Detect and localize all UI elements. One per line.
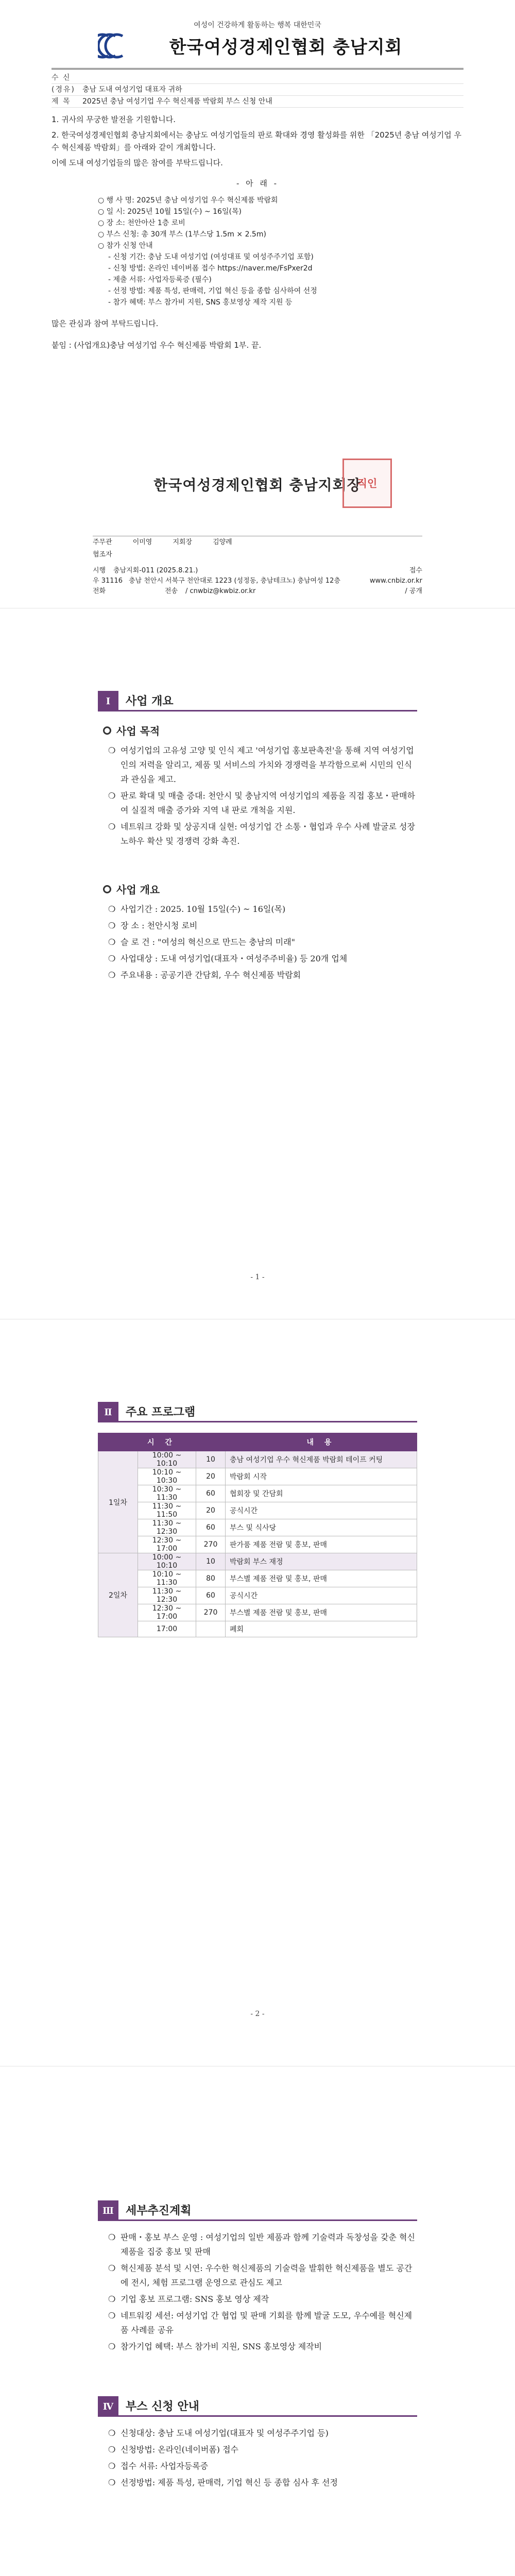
table-row: 10:30 ~ 11:30 60 협회장 및 간담회 xyxy=(98,1485,417,1502)
list-item: ❍ 장 소 : 천안시청 로비 xyxy=(108,921,198,930)
list-item: ❍ 슬 로 건 : "여성의 혁신으로 만드는 충남의 미래" xyxy=(108,937,296,947)
section-page-1 xyxy=(0,608,515,1319)
section-number: Ⅲ xyxy=(98,2200,118,2221)
receiver-row: 수 신 xyxy=(52,72,464,84)
day-cell: 1일차 xyxy=(98,1451,138,1553)
event-details xyxy=(98,195,464,308)
detail-item: ○ 부스 신청: 총 30개 부스 (1부스당 1.5m × 2.5m) xyxy=(98,230,266,239)
section-title: 사업 개요 xyxy=(118,691,417,711)
subsection-heading: 사업 목적 xyxy=(103,723,160,738)
letterhead xyxy=(88,14,427,61)
circle-bullet-icon xyxy=(103,885,111,893)
list-item: ❍ 네트워킹 세션: 여성기업 간 협업 및 판매 기회를 함께 발굴 도모, 우수예를 혁신제품 사례를 공유 xyxy=(108,2311,413,2335)
letter-body xyxy=(52,113,464,354)
list-item: ❍ 사업대상 : 도내 여성기업(대표자・여성주주비율) 등 20개 업체 xyxy=(108,954,348,963)
list-item: ❍ 사업기간 : 2025. 10월 15일(수) ~ 16일(목) xyxy=(108,904,286,914)
detail-item: ○ 장 소: 천안아산 1층 로비 xyxy=(98,219,185,227)
table-row: 1일차 10:00 ~ 10:10 10 충남 여성기업 우수 혁신제품 박람회 테이프 커팅 xyxy=(98,1451,417,1468)
table-row: 10:10 ~ 10:30 20 박람회 시작 xyxy=(98,1468,417,1485)
application-list xyxy=(108,2426,417,2492)
table-row: 12:30 ~ 17:00 270 부스별 제품 전람 및 홍보, 판매 xyxy=(98,1604,417,1621)
detail-item: ○ 일 시: 2025년 10월 15일(수) ~ 16일(목) xyxy=(98,208,242,216)
column-header: 내 용 xyxy=(226,1433,417,1451)
section-number: Ⅳ xyxy=(98,2396,118,2417)
association-logo-icon xyxy=(98,32,131,60)
paragraph: 2. 한국여성경제인협회 충남지회에서는 충남도 여성기업들의 판로 확대와 경영 활성화를 위한 「2025년 충남 여성기업 우수 혁신제품 박람회」를 아래와 같이 개최합니다. xyxy=(52,130,462,152)
detail-sub: - 신청 방법: 온라인 네이버폼 접수 https://naver.me/FsPxer2d xyxy=(108,264,313,273)
list-item: ❍ 참가기업 혜택: 부스 참가비 지원, SNS 홍보영상 제작비 xyxy=(108,2342,322,2351)
closing: 많은 관심과 참여 부탁드립니다. xyxy=(52,319,159,328)
approver-role: 지회장 xyxy=(173,538,193,546)
detail-sub: - 제출 서류: 사업자등록증 (필수) xyxy=(108,276,212,284)
approval-line xyxy=(93,536,422,561)
table-row: 11:30 ~ 12:30 60 공식시간 xyxy=(98,1587,417,1604)
table-row: 17:00 폐회 xyxy=(98,1621,417,1637)
approver-name: 이미영 xyxy=(132,538,152,546)
doc-meta xyxy=(52,72,464,108)
section-header xyxy=(98,2200,417,2221)
header-divider xyxy=(52,68,464,70)
section-title: 부스 신청 안내 xyxy=(118,2396,417,2417)
sender-title: 한국여성경제인협회 충남지회장 xyxy=(153,477,362,494)
center-mark: - 아 래 - xyxy=(236,179,279,188)
slogan: 여성이 건강하게 활동하는 행복 대한민국 xyxy=(194,21,321,29)
subject-row: 제 목 2025년 충남 여성기업 우수 혁신제품 박람회 부스 신청 안내 xyxy=(52,96,464,108)
list-item: ❍ 접수 서류: 사업자등록증 xyxy=(108,2461,209,2471)
contact-info: 시행 충남지회-011 (2025.8.21.) 접수 우 31116 충남 천안시 서북구 천안대로 1223 (성정동, 충남테크노) 충남여성 12층 www.cnbiz.or.kr 전화 전송 / cnwbiz@kwbiz.or.kr / 공개 xyxy=(93,567,422,595)
table-row: 11:30 ~ 12:30 60 부스 및 식사당 xyxy=(98,1519,417,1536)
detail-sub: - 참가 혜택: 부스 참가비 지원, SNS 홍보영상 제작 지원 등 xyxy=(108,298,293,307)
section-page-2 xyxy=(0,1319,515,2066)
list-item: ❍ 주요내용 : 공공기관 간담회, 우수 혁신제품 박람회 xyxy=(108,970,301,980)
day-cell: 2일차 xyxy=(98,1553,138,1637)
list-item: ❍ 신청방법: 온라인(네이버폼) 접수 xyxy=(108,2445,238,2454)
table-row: 2일차 10:00 ~ 10:10 10 박람회 부스 재정 xyxy=(98,1553,417,1570)
detail-sub: - 선정 방법: 제품 특성, 판매력, 기업 혁신 등을 종합 심사하여 선정 xyxy=(108,287,317,295)
list-item: ❍ 판로 확대 및 매출 증대: 천안시 및 충남지역 여성기업의 제품을 직접 홍보・판매하여 실질적 매출 증가와 지역 내 판로 개척을 지원. xyxy=(108,791,415,815)
org-title: 한국여성경제인협회 충남지회 xyxy=(169,37,403,58)
approver-name: 김양례 xyxy=(213,538,232,546)
list-item: ❍ 기업 홍보 프로그램: SNS 홍보 영상 제작 xyxy=(108,2294,269,2304)
ref-row: (경유) 충남 도내 여성기업 대표자 귀하 xyxy=(52,84,464,96)
cover-letter-page xyxy=(0,0,515,608)
detail-item: ○ 행 사 명: 2025년 충남 여성기업 우수 혁신제품 박람회 xyxy=(98,196,278,205)
program-table xyxy=(98,1433,417,1637)
list-item: ❍ 판매・홍보 부스 운영 : 여성기업의 일반 제품과 함께 기술력과 독창성을 갖춘 혁신제품을 집중 홍보 및 판매 xyxy=(108,2232,415,2257)
attachment-note: 붙임 : (사업개요)충남 여성기업 우수 혁신제품 박람회 1부. 끝. xyxy=(52,341,262,350)
subsection-heading: 사업 개요 xyxy=(103,882,160,896)
plan-list xyxy=(108,2230,417,2356)
section-title: 세부추진계획 xyxy=(118,2200,417,2221)
section-number: Ⅰ xyxy=(98,691,118,711)
approver-role: 주무관 xyxy=(93,538,112,546)
table-row: 11:30 ~ 11:50 20 공식시간 xyxy=(98,1502,417,1519)
purpose-list xyxy=(108,743,417,851)
section-header xyxy=(98,691,417,711)
list-item: ❍ 신청대상: 충남 도내 여성기업(대표자 및 여성주주기업 등) xyxy=(108,2428,329,2438)
column-header: 시 간 xyxy=(98,1433,226,1451)
section-title: 주요 프로그램 xyxy=(118,1402,417,1422)
cooperator-label: 협조자 xyxy=(93,551,112,558)
circle-bullet-icon xyxy=(103,726,111,735)
list-item: ❍ 여성기업의 고유성 고양 및 인식 제고 '여성기업 홍보판촉전'을 통해 지역 여성기업인의 저력을 알리고, 제품 및 서비스의 가치와 경쟁력을 부각함으로써 시민의 인식과 관심을 제고. xyxy=(108,745,414,784)
section-number: Ⅱ xyxy=(98,1402,118,1422)
list-item: ❍ 혁신제품 분석 및 시연: 우수한 혁신제품의 기술력을 발휘한 혁신제품을 별도 공간에 전시, 체험 프로그램 운영으로 관심도 제고 xyxy=(108,2263,413,2287)
section-header xyxy=(98,2396,417,2417)
list-item: ❍ 네트워크 강화 및 상공지대 실현: 여성기업 간 소통・협업과 우수 사례 발굴로 성장 노하우 확산 및 경쟁력 강화 촉진. xyxy=(108,822,415,846)
official-seal: 직인 xyxy=(342,459,392,508)
table-row: 10:10 ~ 11:30 80 부스별 제품 전람 및 홍보, 판매 xyxy=(98,1570,417,1587)
section-header xyxy=(98,1402,417,1422)
page-number: - 2 - xyxy=(250,2010,265,2018)
paragraph: 1. 귀사의 무궁한 발전을 기원합니다. xyxy=(52,115,176,124)
detail-item: ○ 참가 신청 안내 xyxy=(98,242,153,250)
detail-sub: - 신청 기간: 충남 도내 여성기업 (여성대표 및 여성주주기업 포함) xyxy=(108,253,314,261)
table-row: 12:30 ~ 17:00 270 판가품 제품 전람 및 홍보, 판매 xyxy=(98,1536,417,1553)
paragraph: 이에 도내 여성기업들의 많은 참여를 부탁드립니다. xyxy=(52,158,223,167)
overview-list xyxy=(108,902,417,985)
section-page-3 xyxy=(0,2066,515,2576)
page-number: - 1 - xyxy=(250,1273,265,1281)
list-item: ❍ 선정방법: 제품 특성, 판매력, 기업 혁신 등 종합 심사 후 선정 xyxy=(108,2478,338,2487)
